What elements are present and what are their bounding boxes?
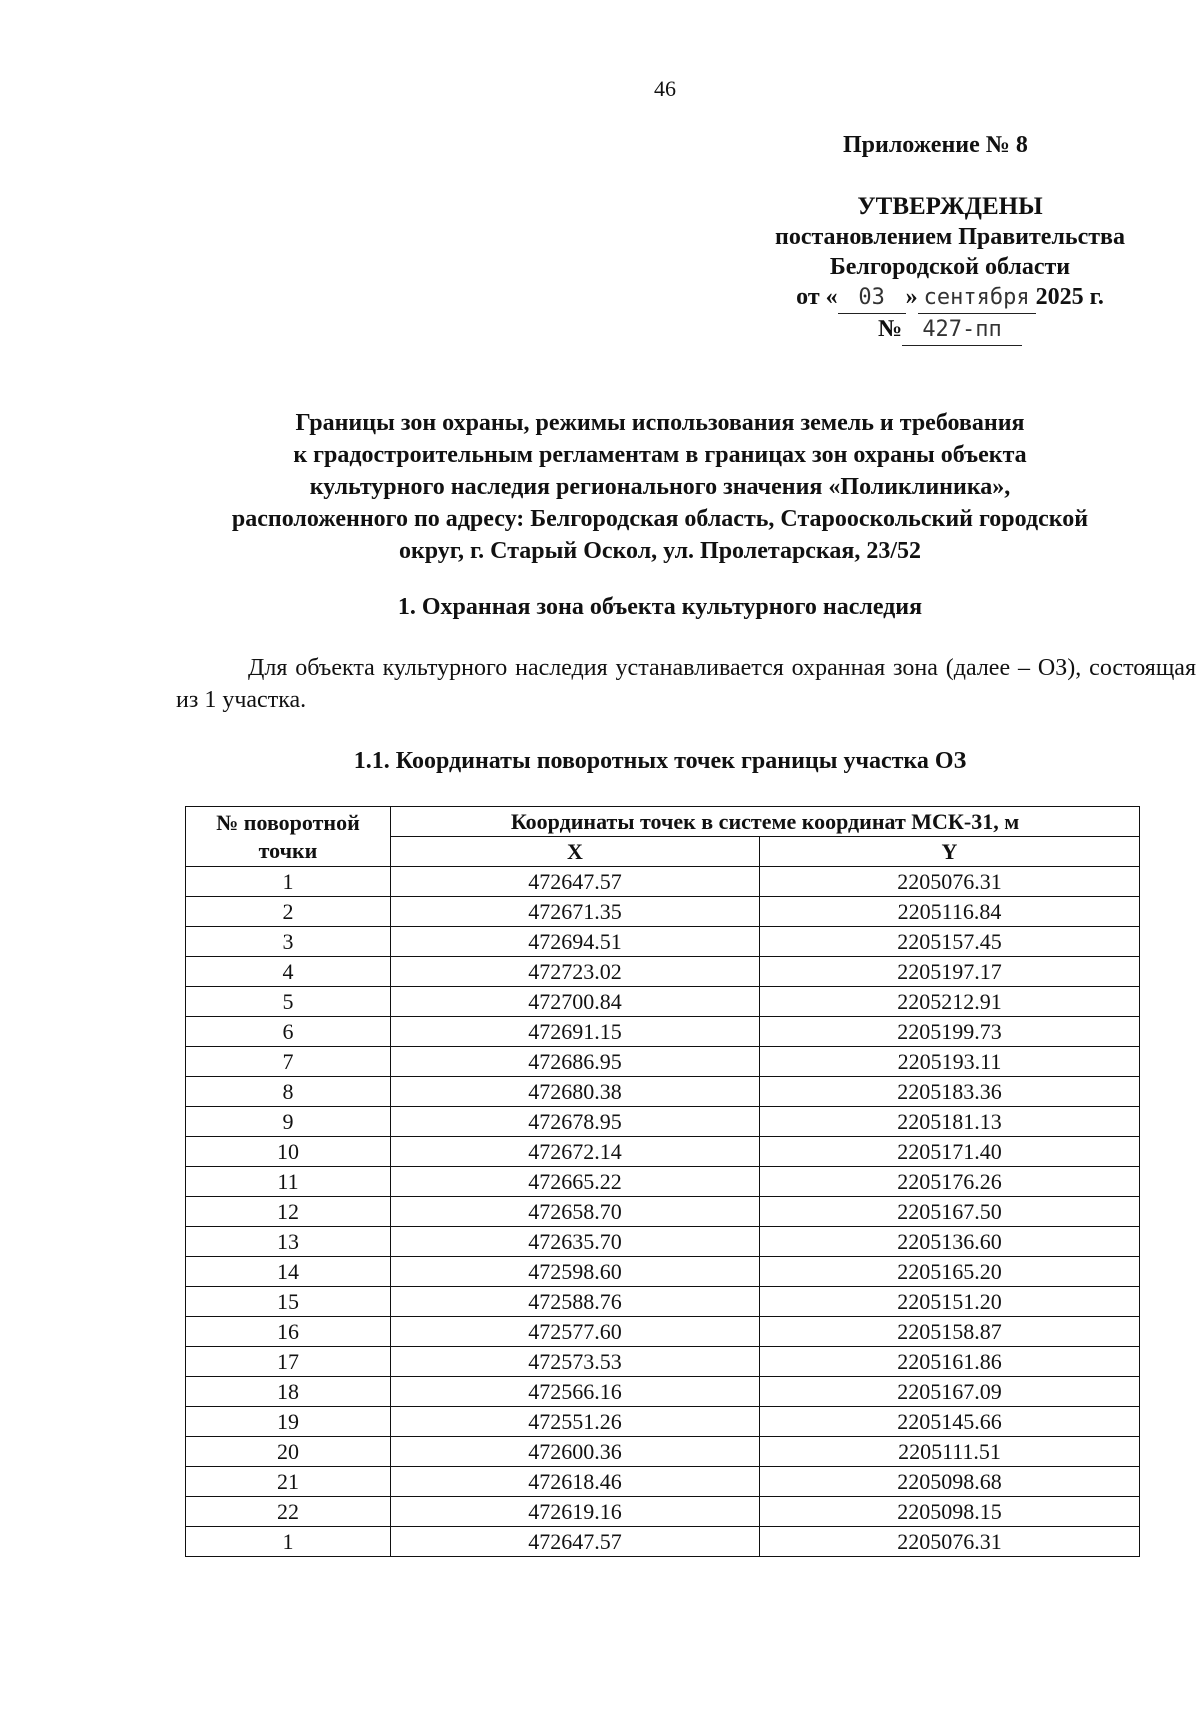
x-coordinate-cell: 472665.22 [391, 1167, 760, 1197]
x-coordinate-cell: 472691.15 [391, 1017, 760, 1047]
x-coordinate-cell: 472551.26 [391, 1407, 760, 1437]
table-row [186, 1287, 1140, 1317]
y-coordinate-cell: 2205183.36 [760, 1077, 1140, 1107]
table-row [186, 1377, 1140, 1407]
subsection-title: 1.1. Координаты поворотных точек границы участка ОЗ [353, 748, 967, 774]
y-coordinate-cell: 2205167.09 [760, 1377, 1140, 1407]
table-row [186, 1047, 1140, 1077]
y-coordinate-cell: 2205145.66 [760, 1407, 1140, 1437]
x-coordinate-cell: 472647.57 [391, 1527, 760, 1557]
point-number-cell: 21 [186, 1467, 391, 1497]
y-coordinate-cell: 2205157.45 [760, 927, 1140, 957]
approval-number [740, 314, 1160, 346]
point-number-cell: 7 [186, 1047, 391, 1077]
x-coordinate-cell: 472686.95 [391, 1047, 760, 1077]
point-number-cell: 19 [186, 1407, 391, 1437]
y-coordinate-cell: 2205151.20 [760, 1287, 1140, 1317]
point-number-cell: 6 [186, 1017, 391, 1047]
x-coordinate-cell: 472618.46 [391, 1467, 760, 1497]
y-coordinate-cell: 2205171.40 [760, 1137, 1140, 1167]
point-number-cell: 9 [186, 1107, 391, 1137]
y-coordinate-cell: 2205165.20 [760, 1257, 1140, 1287]
table-row [186, 1317, 1140, 1347]
table-row [186, 867, 1140, 897]
point-number-cell: 1 [186, 1527, 391, 1557]
appendix-label: Приложение № 8 [843, 132, 1028, 158]
table-row [186, 897, 1140, 927]
point-number-cell: 1 [186, 867, 391, 897]
y-coordinate-cell: 2205098.15 [760, 1497, 1140, 1527]
y-coordinate-cell: 2205199.73 [760, 1017, 1140, 1047]
point-number-cell: 16 [186, 1317, 391, 1347]
approval-heading: УТВЕРЖДЕНЫ [857, 193, 1043, 220]
point-number-cell: 11 [186, 1167, 391, 1197]
table-row [186, 1017, 1140, 1047]
point-number-cell: 10 [186, 1137, 391, 1167]
y-coordinate-cell: 2205076.31 [760, 1527, 1140, 1557]
y-coordinate-cell: 2205181.13 [760, 1107, 1140, 1137]
date-month-field: сентября [918, 283, 1036, 314]
coordinates-body [186, 867, 1140, 1557]
y-coordinate-cell: 2205167.50 [760, 1197, 1140, 1227]
point-number-cell: 12 [186, 1197, 391, 1227]
y-coordinate-cell: 2205076.31 [760, 867, 1140, 897]
table-row [186, 1227, 1140, 1257]
header-y: Y [760, 837, 1140, 867]
section-title: 1. Охранная зона объекта культурного наследия [397, 594, 923, 620]
point-number-cell: 20 [186, 1437, 391, 1467]
point-number-cell: 3 [186, 927, 391, 957]
x-coordinate-cell: 472694.51 [391, 927, 760, 957]
title-line: к градостроительным регламентам в границах зон охраны объекта [293, 442, 1027, 468]
point-number-cell: 4 [186, 957, 391, 987]
table-row [186, 1257, 1140, 1287]
point-number-cell: 5 [186, 987, 391, 1017]
x-coordinate-cell: 472619.16 [391, 1497, 760, 1527]
point-number-cell: 18 [186, 1377, 391, 1407]
x-coordinate-cell: 472647.57 [391, 867, 760, 897]
x-coordinate-cell: 472723.02 [391, 957, 760, 987]
y-coordinate-cell: 2205212.91 [760, 987, 1140, 1017]
table-row [186, 987, 1140, 1017]
x-coordinate-cell: 472577.60 [391, 1317, 760, 1347]
approval-block [740, 192, 1160, 346]
x-coordinate-cell: 472588.76 [391, 1287, 760, 1317]
x-coordinate-cell: 472700.84 [391, 987, 760, 1017]
document-title [180, 407, 1140, 567]
point-number-cell: 17 [186, 1347, 391, 1377]
date-year: 2025 г. [1035, 284, 1104, 310]
title-line: округ, г. Старый Оскол, ул. Пролетарская, 23/52 [398, 538, 922, 564]
table-row [186, 927, 1140, 957]
coordinates-table [185, 806, 1140, 1557]
x-coordinate-cell: 472598.60 [391, 1257, 760, 1287]
date-day-field: 03 [838, 283, 906, 314]
y-coordinate-cell: 2205158.87 [760, 1317, 1140, 1347]
x-coordinate-cell: 472671.35 [391, 897, 760, 927]
table-row [186, 957, 1140, 987]
approval-date [740, 282, 1160, 314]
body-paragraph: Для объекта культурного наследия устанавливается охранная зона (далее – ОЗ), состоящая из 1 участка. [176, 655, 1196, 713]
point-number-cell: 14 [186, 1257, 391, 1287]
table-row [186, 1437, 1140, 1467]
y-coordinate-cell: 2205111.51 [760, 1437, 1140, 1467]
approval-line-2: Белгородской области [829, 254, 1071, 280]
number-prefix: № [877, 316, 903, 342]
date-prefix: от « [796, 284, 838, 310]
table-row [186, 1467, 1140, 1497]
point-number-cell: 8 [186, 1077, 391, 1107]
table-row [186, 1107, 1140, 1137]
x-coordinate-cell: 472573.53 [391, 1347, 760, 1377]
table-row [186, 1197, 1140, 1227]
y-coordinate-cell: 2205136.60 [760, 1227, 1140, 1257]
title-line: Границы зон охраны, режимы использования земель и требования [295, 410, 1025, 436]
table-row [186, 1347, 1140, 1377]
number-field: 427-пп [902, 315, 1022, 346]
point-number-cell: 13 [186, 1227, 391, 1257]
x-coordinate-cell: 472600.36 [391, 1437, 760, 1467]
y-coordinate-cell: 2205116.84 [760, 897, 1140, 927]
table-row [186, 1407, 1140, 1437]
y-coordinate-cell: 2205176.26 [760, 1167, 1140, 1197]
point-number-cell: 15 [186, 1287, 391, 1317]
table-row [186, 1077, 1140, 1107]
date-mid: » [905, 284, 918, 310]
table-row [186, 1497, 1140, 1527]
y-coordinate-cell: 2205197.17 [760, 957, 1140, 987]
x-coordinate-cell: 472678.95 [391, 1107, 760, 1137]
title-line: расположенного по адресу: Белгородская область, Старооскольский городской [231, 506, 1089, 532]
point-number-cell: 2 [186, 897, 391, 927]
table-row [186, 1137, 1140, 1167]
x-coordinate-cell: 472566.16 [391, 1377, 760, 1407]
approval-line-1: постановлением Правительства [774, 224, 1125, 250]
header-coordinates: Координаты точек в системе координат МСК-31, м [391, 807, 1140, 837]
header-point-number: № поворотной точки [186, 807, 391, 867]
x-coordinate-cell: 472672.14 [391, 1137, 760, 1167]
x-coordinate-cell: 472658.70 [391, 1197, 760, 1227]
x-coordinate-cell: 472680.38 [391, 1077, 760, 1107]
y-coordinate-cell: 2205193.11 [760, 1047, 1140, 1077]
header-x: X [391, 837, 760, 867]
table-row [186, 1167, 1140, 1197]
x-coordinate-cell: 472635.70 [391, 1227, 760, 1257]
page-number: 46 [654, 76, 676, 101]
y-coordinate-cell: 2205098.68 [760, 1467, 1140, 1497]
y-coordinate-cell: 2205161.86 [760, 1347, 1140, 1377]
table-row [186, 1527, 1140, 1557]
title-line: культурного наследия регионального значения «Поликлиника», [309, 474, 1011, 500]
point-number-cell: 22 [186, 1497, 391, 1527]
